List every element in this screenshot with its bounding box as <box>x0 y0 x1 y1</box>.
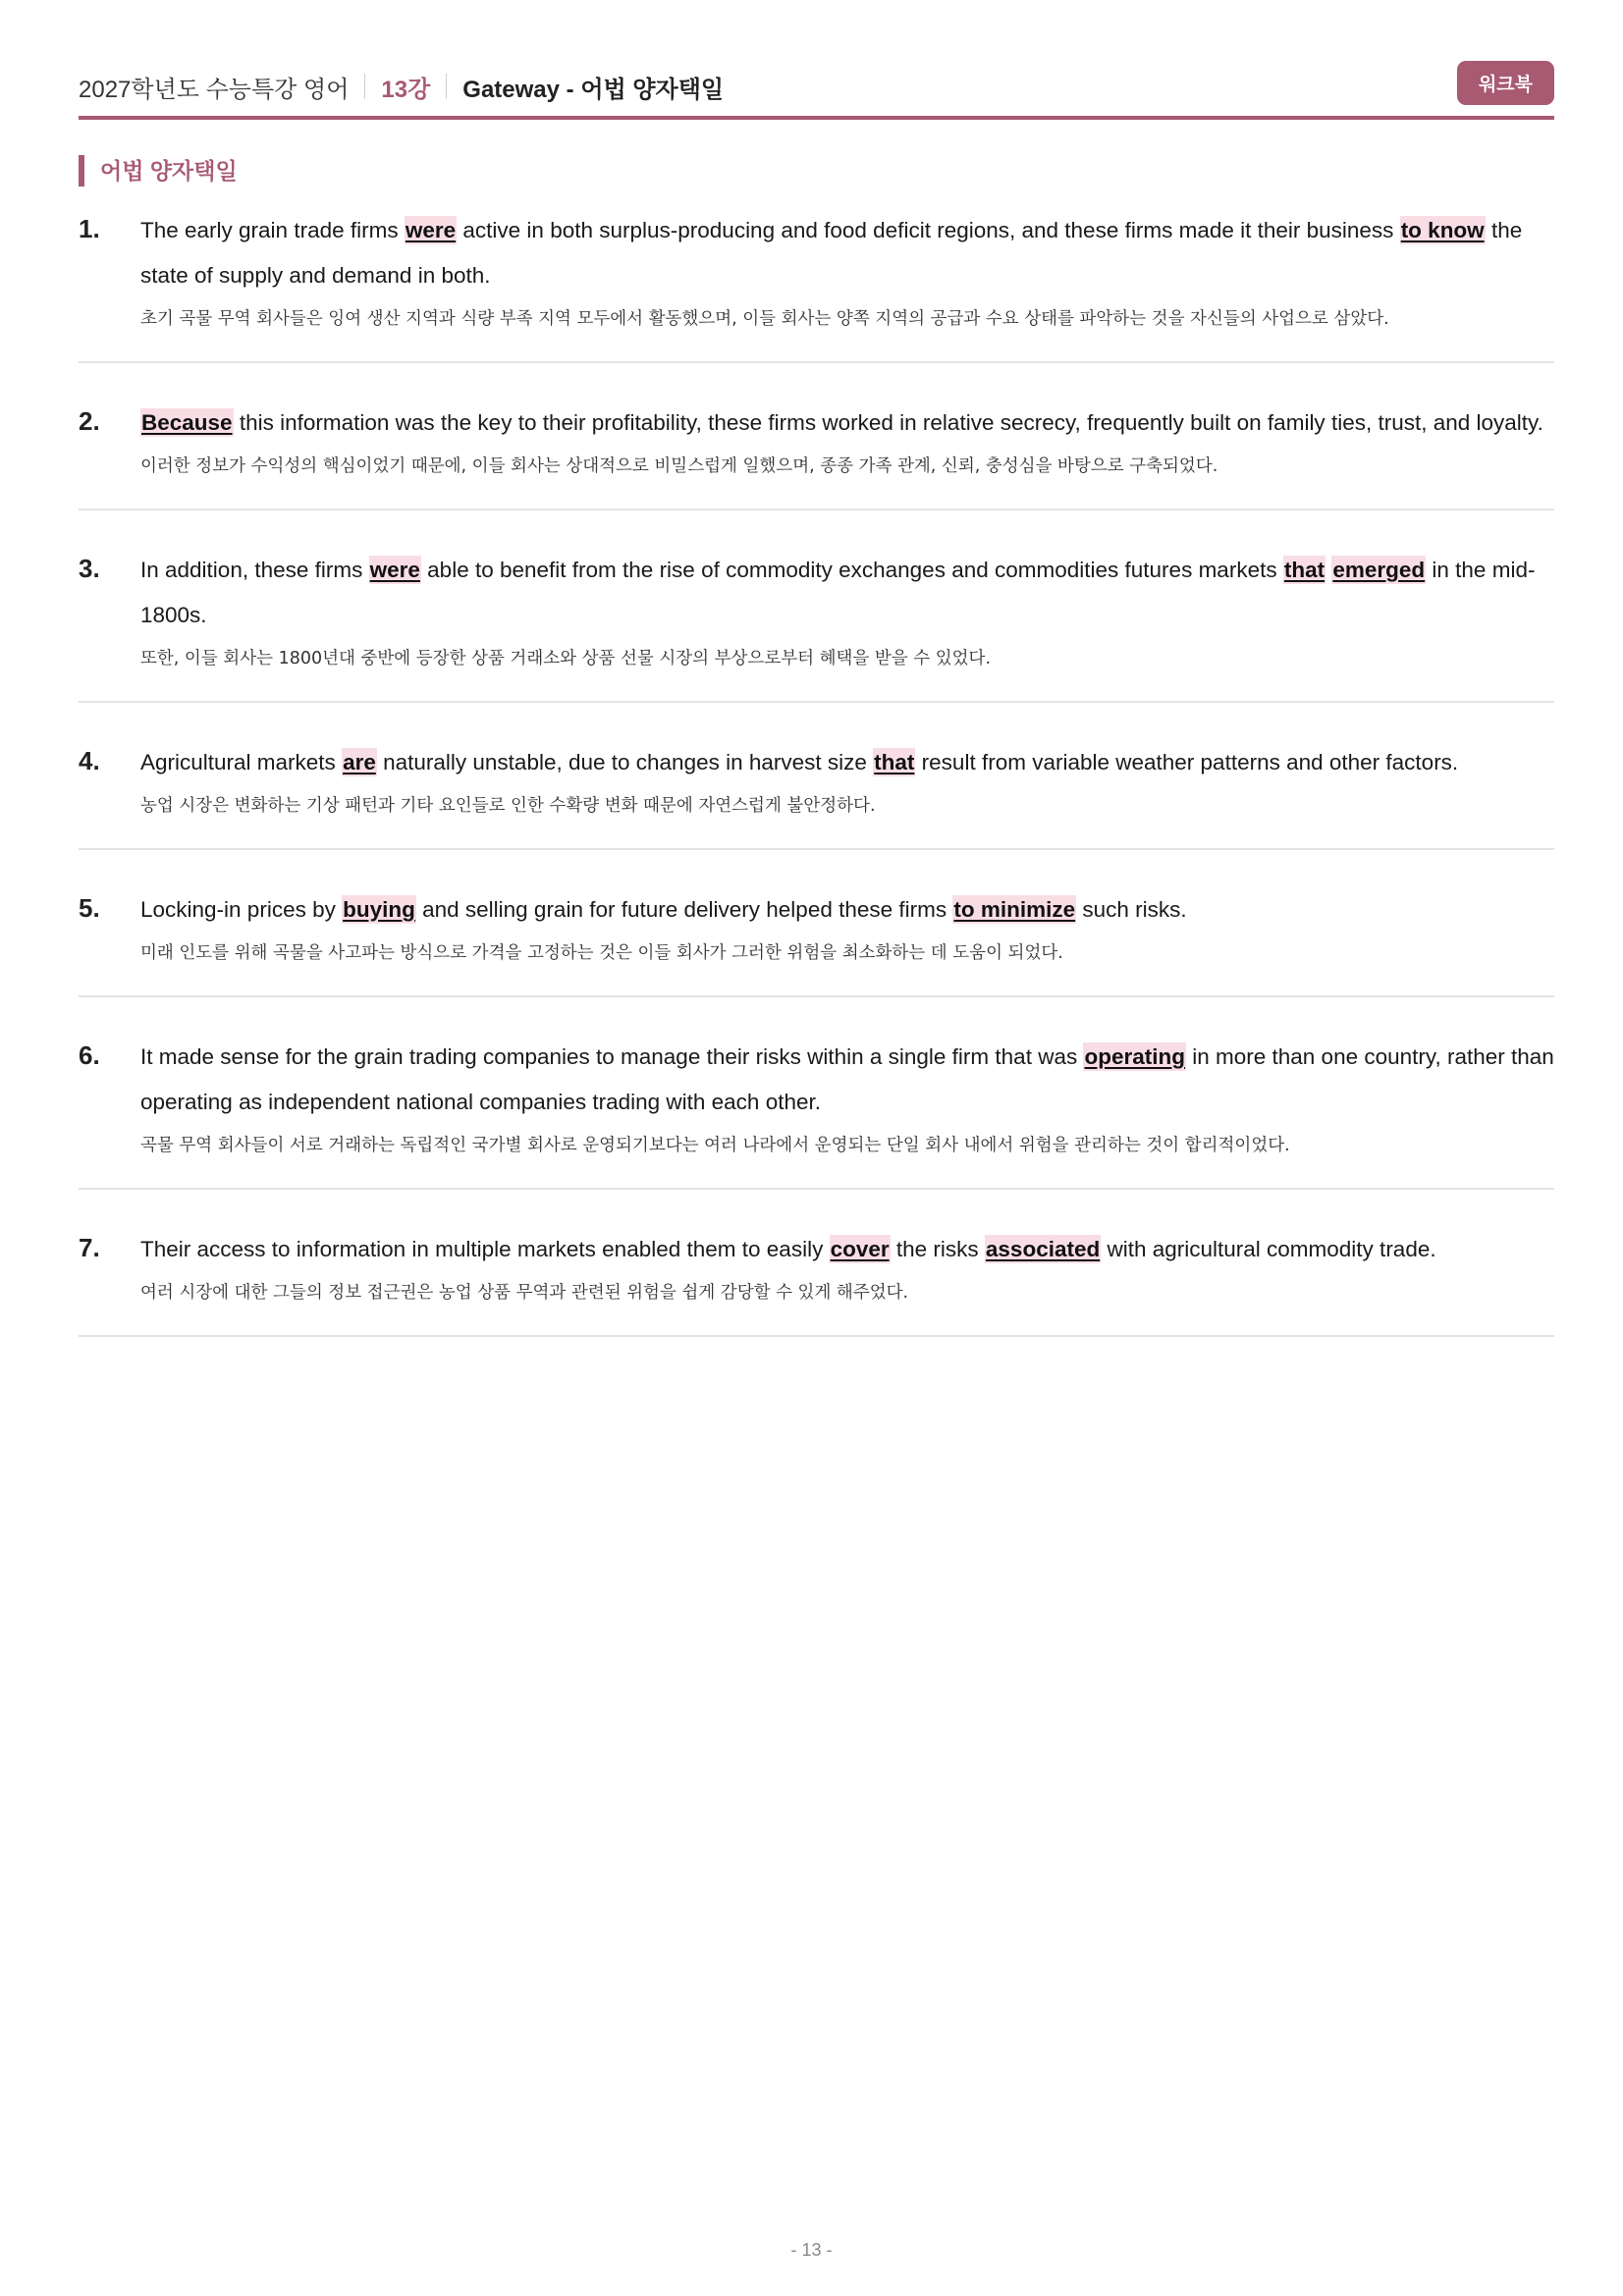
english-sentence <box>140 1035 1554 1125</box>
sentence-text: In addition, these firms <box>140 558 369 582</box>
grammar-choice[interactable]: emerged <box>1332 558 1426 582</box>
sentence-text: the state of supply and demand in both. <box>140 218 1523 288</box>
grammar-choice[interactable]: that <box>1283 558 1325 582</box>
korean-translation: 초기 곡물 무역 회사들은 잉여 생산 지역과 식량 부족 지역 모두에서 활동했으며, 이들 회사는 양쪽 지역의 공급과 수요 상태를 파악하는 것을 자신들의 사업으로 삼았다. <box>140 309 1389 329</box>
korean-translation: 이러한 정보가 수익성의 핵심이었기 때문에, 이들 회사는 상대적으로 비밀스럽게 일했으며, 종종 가족 관계, 신뢰, 충성심을 바탕으로 구축되었다. <box>140 456 1218 476</box>
workbook-badge: 워크북 <box>1457 61 1554 105</box>
question-number: 3. <box>79 554 100 583</box>
korean-translation: 여러 시장에 대한 그들의 정보 접근권은 농업 상품 무역과 관련된 위험을 쉽게 감당할 수 있게 해주었다. <box>140 1283 909 1303</box>
english-sentence <box>140 400 1554 446</box>
sentence-text: Locking-in prices by <box>140 897 343 922</box>
question-number: 2. <box>79 406 100 436</box>
grammar-choice[interactable]: buying <box>343 897 415 922</box>
sentence-text: in the mid-1800s. <box>140 558 1536 627</box>
sentence-text: Their access to information in multiple markets enabled them to easily <box>140 1237 830 1261</box>
sentence-text: able to benefit from the rise of commodity exchanges and commodities futures markets <box>420 558 1283 582</box>
question-item <box>79 393 1554 510</box>
grammar-choice[interactable]: cover <box>830 1237 890 1261</box>
korean-translation: 미래 인도를 위해 곡물을 사고파는 방식으로 가격을 고정하는 것은 이들 회사가 그러한 위험을 최소화하는 데 도움이 되었다. <box>140 943 1063 963</box>
grammar-choice[interactable]: were <box>405 218 457 242</box>
sentence-text: active in both surplus-producing and food deficit regions, and these firms made it their business <box>457 218 1400 242</box>
sentence-text: in more than one country, rather than operating as independent national companies trading with each other. <box>140 1044 1554 1114</box>
grammar-choice[interactable]: were <box>369 558 420 582</box>
english-sentence <box>140 548 1554 638</box>
lesson-number: 13강 <box>381 76 431 103</box>
korean-translation: 또한, 이들 회사는 1800년대 중반에 등장한 상품 거래소와 상품 선물 시장의 부상으로부터 혜택을 받을 수 있었다. <box>140 649 992 668</box>
page-number: - 13 - <box>790 2240 833 2260</box>
question-item <box>79 1027 1554 1190</box>
section-title: 어법 양자택일 <box>79 155 238 187</box>
grammar-choice[interactable]: to minimize <box>953 897 1076 922</box>
sentence-text: It made sense for the grain trading companies to manage their risks within a single firm that was <box>140 1044 1084 1069</box>
question-item <box>79 880 1554 997</box>
lesson-title: Gateway - 어법 양자택일 <box>462 76 725 103</box>
grammar-choice[interactable]: are <box>343 750 376 774</box>
question-number: 1. <box>79 214 100 243</box>
sentence-text: The early grain trade firms <box>140 218 405 242</box>
grammar-choice[interactable]: operating <box>1084 1044 1185 1069</box>
question-item <box>79 1219 1554 1337</box>
question-number: 7. <box>79 1233 100 1262</box>
header-divider <box>364 74 365 99</box>
sentence-text: with agricultural commodity trade. <box>1101 1237 1436 1261</box>
sentence-text: such risks. <box>1076 897 1187 922</box>
sentence-text: and selling grain for future delivery helped these firms <box>415 897 953 922</box>
sentence-text: the risks <box>890 1237 985 1261</box>
question-item <box>79 540 1554 703</box>
page-header <box>79 61 1554 112</box>
english-sentence <box>140 208 1554 298</box>
korean-translation: 농업 시장은 변화하는 기상 패턴과 기타 요인들로 인한 수확량 변화 때문에 자연스럽게 불안정하다. <box>140 796 876 816</box>
english-sentence <box>140 1227 1554 1272</box>
question-item <box>79 732 1554 850</box>
sentence-text: Agricultural markets <box>140 750 343 774</box>
question-item <box>79 200 1554 363</box>
header-rule <box>79 116 1554 120</box>
grammar-choice[interactable]: Because <box>141 410 233 435</box>
question-number: 4. <box>79 746 100 775</box>
english-sentence <box>140 887 1554 933</box>
question-number: 6. <box>79 1041 100 1070</box>
question-number: 5. <box>79 893 100 923</box>
grammar-choice[interactable]: that <box>874 750 915 774</box>
sentence-text: this information was the key to their profitability, these firms worked in relative secrecy, frequently built on family ties, trust, and loyalty. <box>233 410 1543 435</box>
english-sentence <box>140 740 1554 785</box>
book-title: 2027학년도 수능특강 영어 <box>79 76 350 103</box>
grammar-choice[interactable]: to know <box>1400 218 1485 242</box>
korean-translation: 곡물 무역 회사들이 서로 거래하는 독립적인 국가별 회사로 운영되기보다는 여러 나라에서 운영되는 단일 회사 내에서 위험을 관리하는 것이 합리적이었다. <box>140 1136 1290 1155</box>
header-divider <box>446 74 447 99</box>
sentence-text: result from variable weather patterns and other factors. <box>915 750 1459 774</box>
sentence-text: naturally unstable, due to changes in harvest size <box>376 750 874 774</box>
grammar-choice[interactable]: associated <box>985 1237 1101 1261</box>
question-list <box>79 200 1554 1366</box>
